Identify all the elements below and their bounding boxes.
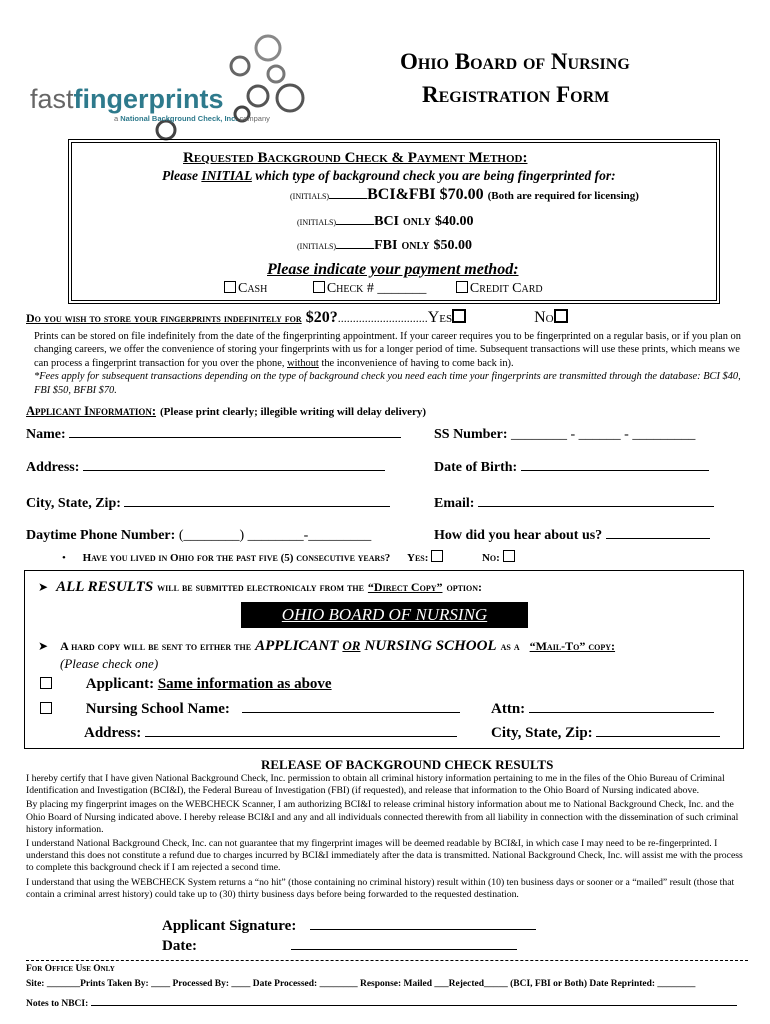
title-line-1: Ohio Board of Nursing [400, 49, 630, 74]
results-bullet-1: ➤ ALL RESULTS will be submitted electronicaly from the “Direct Copy” option: [38, 579, 483, 595]
release-paragraph-3: I understand National Background Check, Inc. can not guarantee that my fingerprint images will be deemed readable by BCI&I, in which case I may need to be re-fingerprinted. I understand this does not constitute a refund due to charges incurred by BCI&I immediately after the data is transmitted. National Background Check, Inc. will assist me with the process to complete this background check if I am rejected a second time. [26, 838, 743, 874]
office-notes-row: Notes to NBCI: [26, 999, 737, 1009]
results-bullet-2: ➤ A hard copy will be sent to either the APPLICANT OR NURSING SCHOOL as a “Mail-To” copy: [38, 638, 616, 654]
mailto-school-checkbox[interactable] [40, 702, 52, 714]
mailto-school-row: Nursing School Name: [40, 701, 460, 718]
city-input[interactable] [124, 506, 390, 507]
attn-input[interactable] [529, 712, 714, 713]
payment-options [224, 281, 543, 297]
city-field: City, State, Zip: [26, 496, 390, 512]
office-line: Site: _______Prints Taken By: ____ Processed By: ____ Date Processed: ________ Response: Mailed ___Rejected_____ (BCI, FBI or Both) Date Reprinted: ________ [26, 979, 696, 989]
dob-field: Date of Birth: [434, 460, 709, 476]
attn-field: Attn: [491, 701, 714, 718]
store-no-checkbox[interactable] [554, 309, 568, 323]
release-heading: RELEASE OF BACKGROUND CHECK RESULTS [261, 757, 554, 772]
ohio-yes-checkbox[interactable] [431, 550, 443, 562]
school-name-input[interactable] [242, 712, 460, 713]
payment-heading: Please indicate your payment method: [267, 261, 519, 278]
hear-input[interactable] [606, 538, 710, 539]
title-line-2: Registration Form [422, 82, 610, 107]
store-question-row: Do you wish to store your fingerprints indefinitely for $20?..............................Yes No [26, 309, 570, 327]
logo-tagline-brand: National Background Check, Inc. [120, 114, 238, 123]
pay-credit-checkbox[interactable] [456, 281, 468, 293]
address-field: Address: [26, 460, 385, 476]
release-paragraph-2: By placing my fingerprint images on the WEBCHECK Scanner, I am authorizing BCI&I to release criminal history information about me to National Background Check, Inc. and the Ohio Board of Nursing indicated above. I hereby release BCI&I and any and all individuals connected therewith from all liability in connection with the dissemination of such criminal history information. [26, 799, 739, 835]
phone-field: Daytime Phone Number: (________) ________-_________ [26, 528, 372, 543]
ohio-residency-row: • Have you lived in Ohio for the past five (5) consecutive years? Yes: No: [62, 550, 517, 564]
school-address-field: Address: [84, 725, 457, 742]
pay-credit-option[interactable]: Credit Card [456, 281, 543, 296]
initials-field-bci[interactable] [336, 224, 374, 225]
release-paragraph-1: I hereby certify that I have given National Background Check, Inc. permission to obtain all criminal history information pertaining to me in the files of the Ohio Bureau of Criminal Identification and Investigation (BCI&I), the Federal Bureau of Investigation (FBI) (if requested), and release that information to the Ohio Board of Nursing indicated above. [26, 773, 725, 797]
pay-check-checkbox[interactable] [313, 281, 325, 293]
date-input[interactable] [291, 949, 517, 950]
pay-cash-checkbox[interactable] [224, 281, 236, 293]
name-input[interactable] [69, 437, 401, 438]
pay-check-option[interactable]: Check # _______ [313, 281, 427, 296]
logo: fastfingerprints a National Background Check, Inc. company [28, 34, 328, 144]
initials-field-bci-fbi[interactable] [329, 198, 367, 199]
mailto-applicant-row: Applicant: Same information as above [40, 676, 332, 693]
email-field: Email: [434, 496, 714, 512]
option-fbi: (INITIALS) FBI ONLY $50.00 [297, 238, 472, 253]
form-title [400, 45, 630, 111]
logo-word-fingerprints: fingerprints [73, 84, 224, 114]
request-instruction: Please INITIAL which type of background check you are being fingerprinted for: [162, 168, 616, 183]
option-bci: (INITIALS) BCI ONLY $40.00 [297, 214, 474, 229]
address-input[interactable] [83, 470, 385, 471]
school-address-input[interactable] [145, 736, 457, 737]
release-paragraph-4: I understand that using the WEBCHECK System returns a “no hit” (those containing no criminal history) result within (10) ten business days or sooner or a “mailed” result (those that contain a criminal arrest history) could take up to (30) thirty business days before being forwarded to the requested destination. [26, 876, 735, 900]
ohio-no-checkbox[interactable] [503, 550, 515, 562]
date-field: Date: [162, 938, 517, 955]
applicant-heading-row: Applicant Information: (Please print clearly; illegible writing will delay delivery) [26, 404, 427, 418]
pay-cash-option[interactable]: Cash [224, 281, 267, 296]
fees-note: *Fees apply for subsequent transactions depending on the type of background check you need each time your fingerprints are transmitted through the database: BCI $40, FBI $50, BFBI $70. [34, 371, 741, 396]
logo-word-fast: fast [30, 84, 74, 114]
office-notes-input[interactable] [91, 1005, 737, 1006]
check-one-note: (Please check one) [60, 656, 159, 671]
email-input[interactable] [478, 506, 714, 507]
store-paragraph: Prints can be stored on file indefinitely from the date of the fingerprinting appointment. If your career requires you to be fingerprinted on a regular basis, or if you plan on changing careers, we offer the convenience of storing your fingerprints with us for a longer period of time. Subsequent transactions will use these prints, which means we can process a fingerprint transaction for you over the phone, without the inconvenience of having to come back in). *Fees apply for subsequent transactions depending on the type of background check you need each time your fingerprints are transmitted through the database: BCI $40, FBI $50, BFBI $70. [34, 330, 748, 397]
option-bci-fbi: (INITIALS) BCI&FBI $70.00 (Both are required for licensing) [290, 186, 639, 203]
signature-field: Applicant Signature: [162, 918, 536, 935]
release-text [26, 773, 750, 901]
store-yes-checkbox[interactable] [452, 309, 466, 323]
mailto-applicant-checkbox[interactable] [40, 677, 52, 689]
phone-input[interactable]: (________) ________-_________ [178, 528, 372, 543]
arrow-bullet-icon: ➤ [38, 639, 49, 653]
arrow-bullet-icon: ➤ [38, 580, 49, 594]
signature-input[interactable] [310, 929, 536, 930]
name-field: Name: [26, 427, 401, 443]
initials-field-fbi[interactable] [336, 248, 374, 249]
school-city-field: City, State, Zip: [491, 725, 720, 742]
office-heading: For Office Use Only [26, 964, 115, 974]
school-city-input[interactable] [596, 736, 720, 737]
board-name-box [241, 602, 528, 628]
bullet-icon: • [62, 552, 66, 564]
ss-field: SS Number: ________ - ______ - _________ [434, 427, 696, 442]
dob-input[interactable] [521, 470, 709, 471]
ss-input[interactable]: ________ - ______ - _________ [511, 427, 696, 442]
hear-field: How did you hear about us? [434, 528, 710, 544]
board-name: OHIO BOARD OF NURSING [281, 605, 488, 624]
request-heading: Requested Background Check & Payment Method: [183, 150, 528, 166]
office-divider [26, 960, 748, 961]
